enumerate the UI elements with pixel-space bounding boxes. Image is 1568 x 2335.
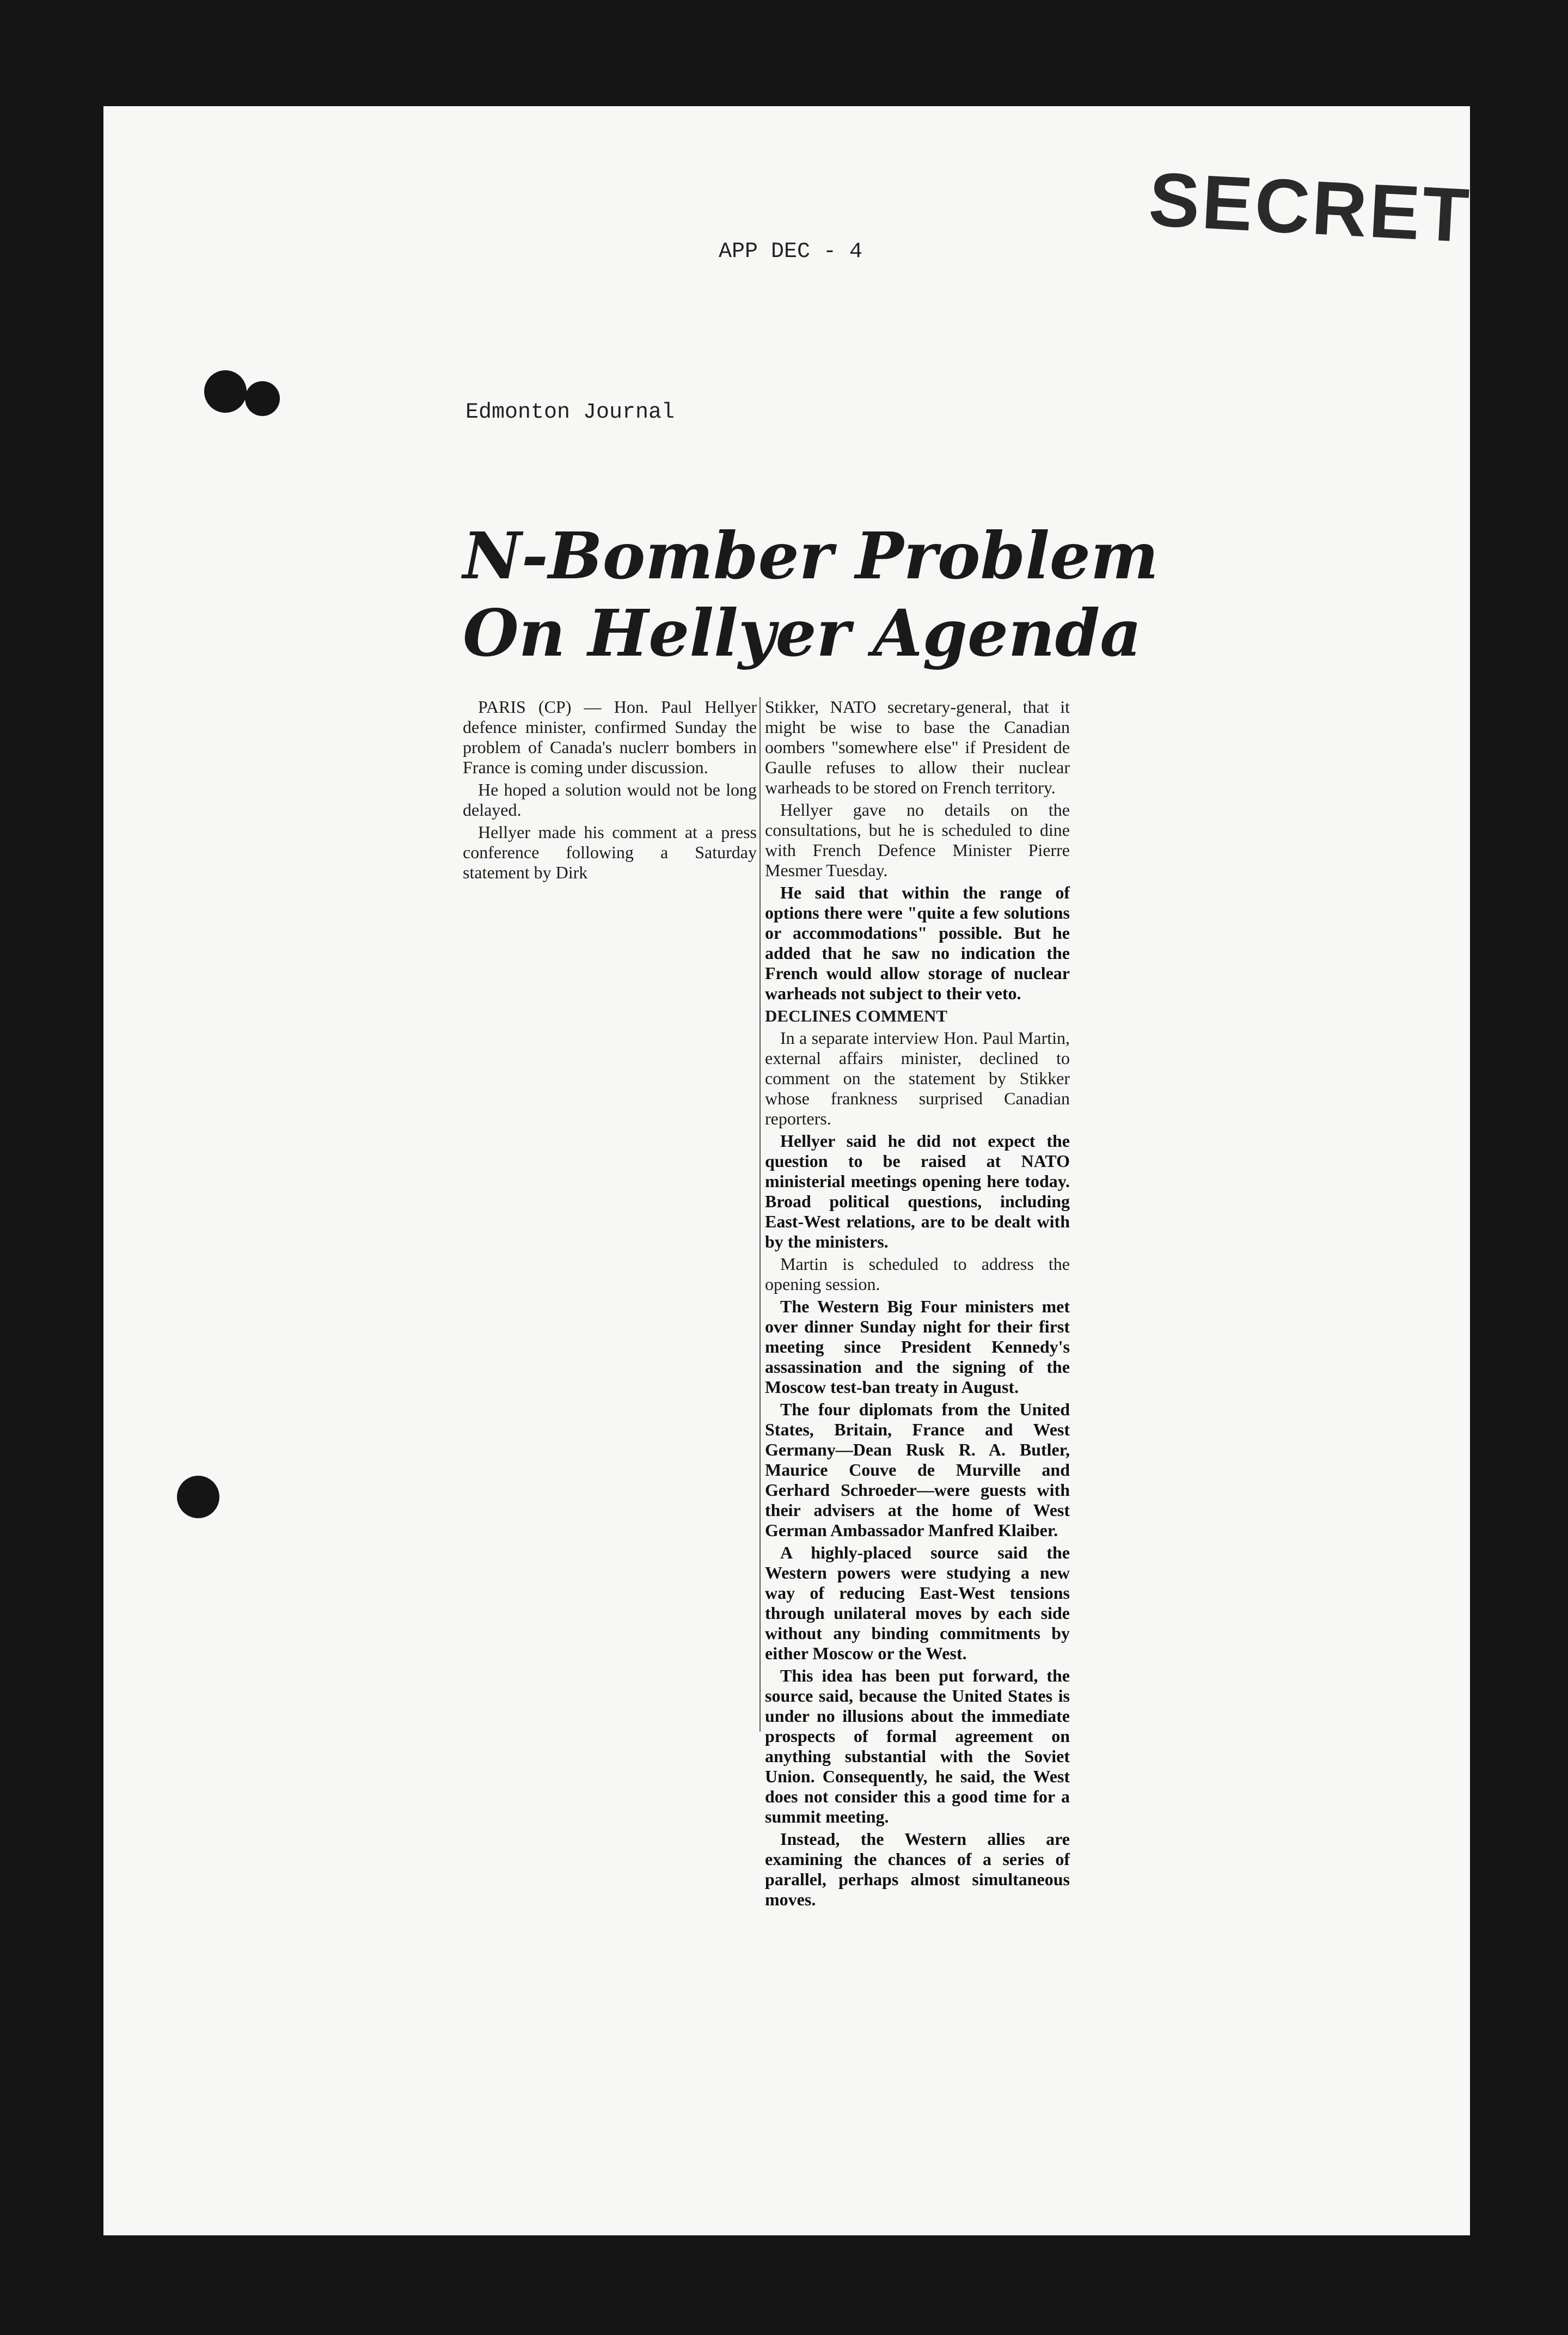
- secret-stamp: SECRET: [1147, 156, 1473, 259]
- paragraph: Instead, the Western allies are examining the chances of a series of parallel, perhaps almost simultaneous moves.: [765, 1829, 1070, 1909]
- paragraph: The four diplomats from the United States, Britain, France and West Germany—Dean Rusk R. A. Butler, Maurice Couve de Murville and Gerhard Schroeder—were guests with their advisers at the home of West German Ambassador Manfred Klaiber.: [765, 1399, 1070, 1540]
- headline-line: N-Bomber Problem: [463, 518, 1159, 594]
- paragraph: Martin is scheduled to address the opening session.: [765, 1254, 1070, 1294]
- paragraph: A highly-placed source said the Western powers were studying a new way of reducing East-West tensions through unilateral moves by each side without any binding commitments by either Moscow or the West.: [765, 1543, 1070, 1663]
- article-column-1: [463, 697, 757, 885]
- paragraph: This idea has been put forward, the source said, because the United States is under no illusions about the immediate prospects of formal agreement on anything substantial with the Soviet Union. Consequently, he said, the West does not consider this a good time for a summit meeting.: [765, 1666, 1070, 1826]
- paragraph: Hellyer gave no details on the consultations, but he is scheduled to dine with French Defence Minister Pierre Mesmer Tuesday.: [765, 800, 1070, 880]
- punch-hole: [177, 1476, 219, 1518]
- newspaper-clipping: [452, 517, 1159, 1909]
- paragraph: Hellyer said he did not expect the question to be raised at NATO ministerial meetings opening here today. Broad political questions, including East-West relations, are to be dealt with by the ministers.: [765, 1131, 1070, 1251]
- file-reference: APP DEC - 4: [719, 240, 863, 264]
- paragraph: In a separate interview Hon. Paul Martin, external affairs minister, declined to comment on the statement by Stikker whose frankness surprised Canadian reporters.: [765, 1028, 1070, 1128]
- headline-line: On Hellyer Agenda: [463, 595, 1142, 671]
- paragraph: Stikker, NATO secretary-general, that it might be wise to base the Canadian oombers "somewhere else" if President de Gaulle refuses to allow their nuclear warheads to be stored on French territory.: [765, 697, 1070, 797]
- paragraph: Hellyer made his comment at a press conference following a Saturday statement by Dirk: [463, 822, 757, 882]
- paragraph: He said that within the range of options there were "quite a few solutions or accommodations" possible. But he added that he saw no indication the French would allow storage of nuclear warheads not subject to their veto.: [765, 883, 1070, 1003]
- article-column-2: [765, 697, 1070, 1912]
- punch-hole: [204, 370, 247, 413]
- paragraph: PARIS (CP) — Hon. Paul Hellyer defence minister, confirmed Sunday the problem of Canada's nuclerr bombers in France is coming under discussion.: [463, 697, 757, 777]
- subheading: DECLINES COMMENT: [765, 1006, 948, 1025]
- paragraph: The Western Big Four ministers met over dinner Sunday night for their first meeting since President Kennedy's assassination and the signing of the Moscow test-ban treaty in August.: [765, 1297, 1070, 1397]
- punch-hole: [245, 381, 280, 416]
- source-label: Edmonton Journal: [465, 400, 675, 425]
- paragraph: He hoped a solution would not be long delayed.: [463, 780, 757, 820]
- column-divider: [759, 697, 761, 1732]
- headline: [463, 517, 1159, 672]
